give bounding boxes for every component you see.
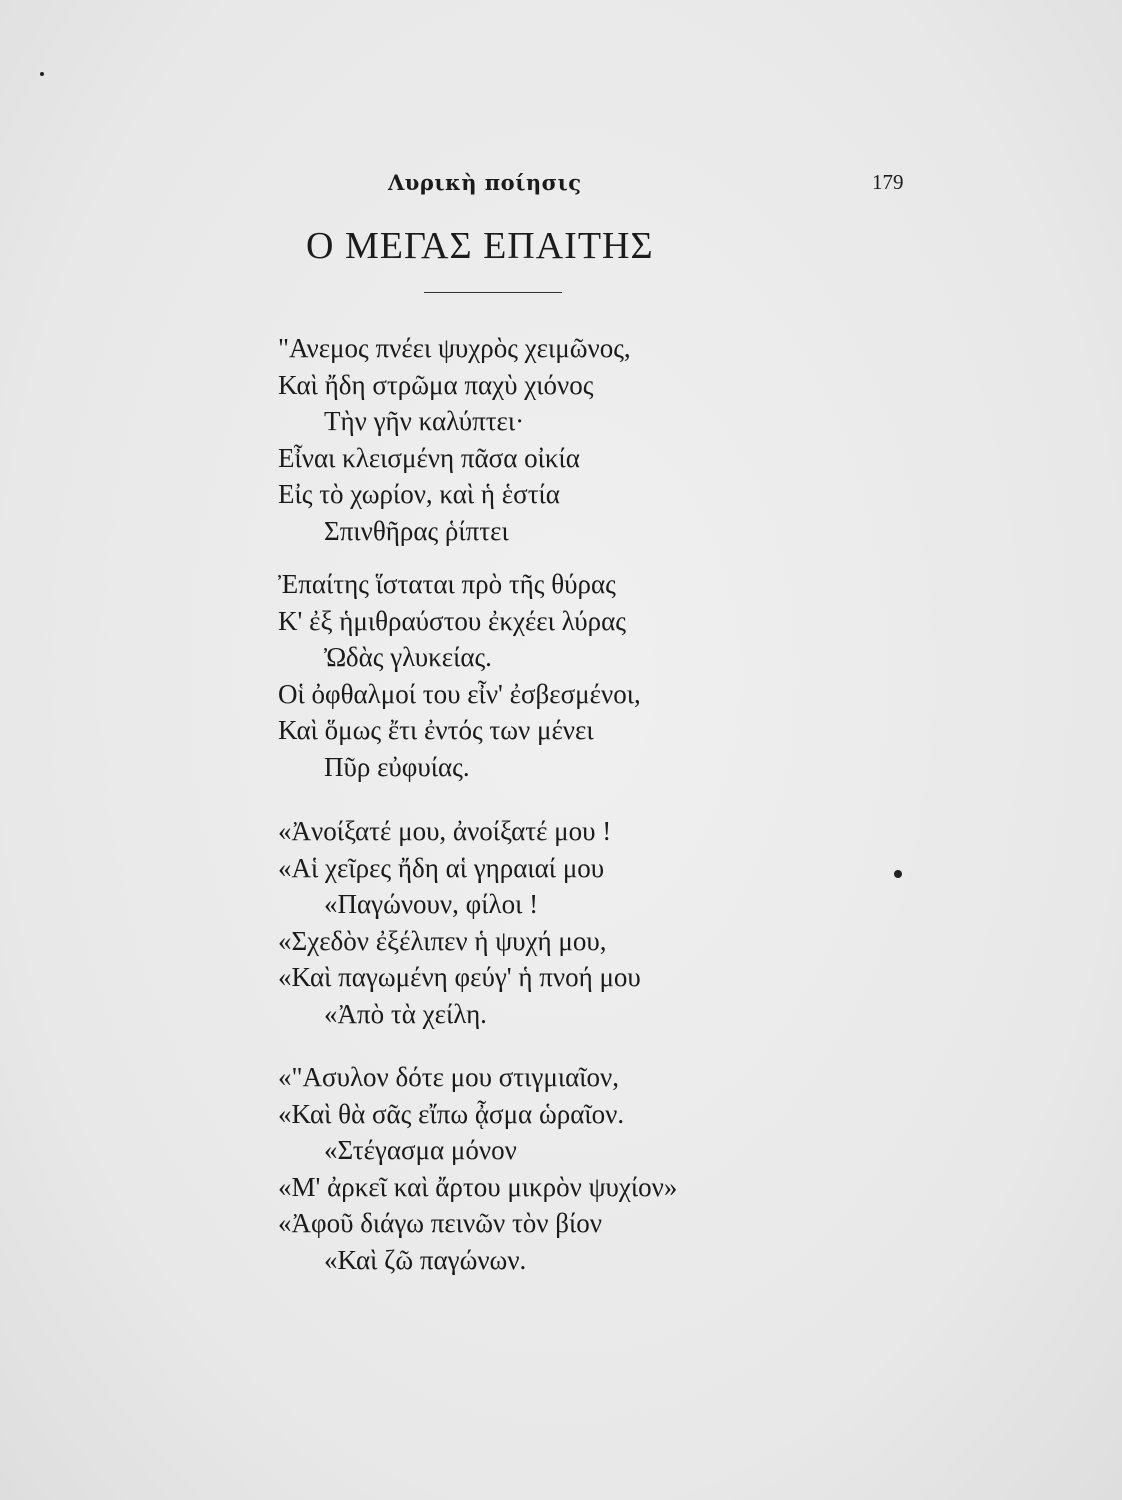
poem-title: Ο ΜΕΓΑΣ ΕΠΑΙΤΗΣ [306, 225, 654, 267]
poem-line: "Ανεμος πνέει ψυχρὸς χειμῶνος, [278, 333, 631, 363]
poem-line: Καὶ ὅμως ἔτι ἐντός των μένει [278, 715, 594, 745]
poem-line: «Ἀνοίξατέ μου, ἀνοίξατέ μου ! [278, 816, 612, 846]
poem-line: «Αἱ χεῖρες ἤδη αἱ γηραιαί μου [278, 852, 605, 883]
poem-line: Τὴν γῆν καλύπτει· [324, 406, 525, 436]
poem-line: «Καὶ θὰ σᾶς εἴπω ᾆσμα ὡραῖον. [278, 1098, 625, 1129]
poem-line: Οἱ ὀφθαλμοί του εἶν' ἐσβεσμένοι, [278, 678, 641, 709]
poem-line: «Σχεδὸν ἐξέλιπεν ἡ ψυχή μου, [278, 925, 607, 956]
stanza-1 [278, 330, 631, 549]
ink-speck [894, 870, 902, 878]
stanza-2 [278, 566, 641, 785]
poem-line: Σπινθῆρας ῥίπτει [324, 515, 509, 546]
title-rule [424, 292, 562, 293]
stanza-3 [278, 813, 641, 1032]
poem-line: «Παγώνουν, φίλοι ! [324, 889, 539, 919]
poem-line: «Ἀπὸ τὰ χείλη. [324, 998, 487, 1029]
poem-line: «"Ασυλον δότε μου στιγμιαῖον, [278, 1062, 619, 1092]
poem-line: Εἰς τὸ χωρίον, καὶ ἡ ἑστία [278, 479, 560, 509]
poem-line: Πῦρ εὐφυίας. [324, 751, 470, 782]
running-head: Λυρικὴ ποίησις [388, 170, 582, 195]
poem-line: Εἶναι κλεισμένη πᾶσα οἰκία [278, 442, 580, 473]
poem-line: «Μ' ἀρκεῖ καὶ ἄρτου μικρὸν ψυχίον» [278, 1171, 678, 1202]
poem-line: «Καὶ παγωμένη φεύγ' ἡ πνοή μου [278, 962, 641, 992]
poem-line: «Καὶ ζῶ παγώνων. [324, 1244, 527, 1275]
poem-line: Καὶ ἤδη στρῶμα παχὺ χιόνος [278, 369, 594, 400]
poem-line: Ἐπαίτης ἵσταται πρὸ τῆς θύρας [278, 569, 616, 599]
poem-line: Ὠδὰς γλυκείας. [324, 642, 492, 672]
poem-line: Κ' ἐξ ἡμιθραύστου ἐκχέει λύρας [278, 605, 626, 636]
page-number: 179 [872, 170, 904, 194]
ink-speck [40, 72, 44, 76]
stanza-4 [278, 1059, 677, 1278]
poem-line: «Στέγασμα μόνον [324, 1135, 517, 1165]
poem-line: «Ἀφοῦ διάγω πεινῶν τὸν βίον [278, 1208, 602, 1238]
